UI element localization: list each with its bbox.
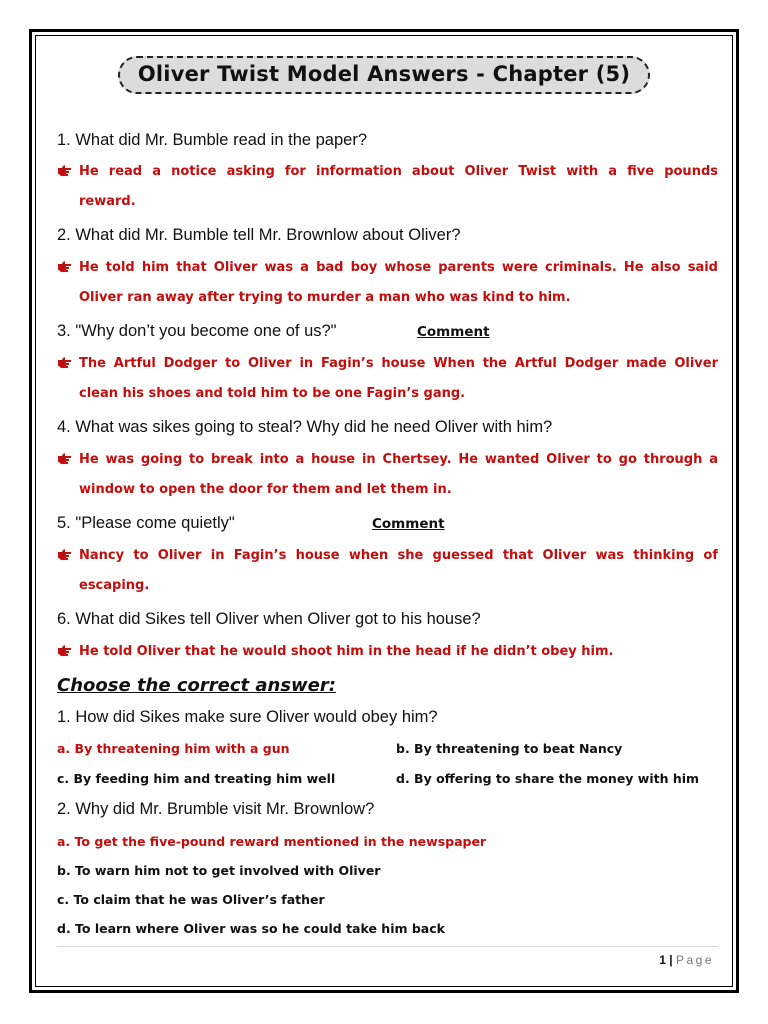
question-6: 6. What did Sikes tell Oliver when Oliver got to his house? (57, 610, 481, 628)
mcq-1-option-b: b. By threatening to beat Nancy (396, 741, 623, 756)
question-2: 2. What did Mr. Bumble tell Mr. Brownlow about Oliver? (57, 226, 461, 244)
page-title: Oliver Twist Model Answers - Chapter (5) (137, 62, 631, 86)
page-footer (659, 953, 714, 967)
page-label: Page (675, 953, 714, 967)
answer-3-line-1: The Artful Dodger to Oliver in Fagin’s house When the Artful Dodger made Oliver (79, 356, 718, 371)
answer-4 (57, 445, 718, 505)
answer-2-line-1: He told him that Oliver was a bad boy whose parents were criminals. He also said (79, 260, 718, 275)
title-banner (0, 56, 768, 94)
comment-label-5: Comment (372, 516, 445, 532)
footer-divider (57, 946, 718, 947)
title-box (118, 56, 650, 94)
answer-5-line-1: Nancy to Oliver in Fagin’s house when she guessed that Oliver was thinking of (79, 548, 718, 563)
answer-2 (57, 253, 718, 313)
answer-5 (57, 541, 718, 601)
question-3: 3. "Why don’t you become one of us?" (57, 322, 337, 340)
mcq-question-2: 2. Why did Mr. Brumble visit Mr. Brownlow? (57, 800, 375, 818)
question-5: 5. "Please come quietly" (57, 514, 235, 532)
mcq-2-option-c: c. To claim that he was Oliver’s father (57, 892, 325, 907)
mcq-1-option-d: d. By offering to share the money with him (396, 771, 700, 786)
answer-5-line-2: escaping. (79, 578, 150, 593)
answer-1-line-1: He read a notice asking for information about Oliver Twist with a five pounds (79, 164, 718, 179)
answer-6 (57, 637, 718, 667)
mcq-section-title: Choose the correct answer: (57, 675, 336, 696)
answer-4-line-2: window to open the door for them and let them in. (79, 482, 452, 497)
question-1: 1. What did Mr. Bumble read in the paper? (57, 131, 368, 149)
comment-label-3: Comment (417, 324, 490, 340)
answer-4-line-1: He was going to break into a house in Chertsey. He wanted Oliver to go through a (79, 452, 718, 467)
hand-pointer-icon (57, 637, 79, 667)
mcq-1-option-c: c. By feeding him and treating him well (57, 771, 336, 786)
answer-6-line-1: He told Oliver that he would shoot him in the head if he didn’t obey him. (79, 644, 614, 659)
answer-2-line-2: Oliver ran away after trying to murder a man who was kind to him. (79, 290, 571, 305)
answer-1-line-2: reward. (79, 194, 136, 209)
hand-pointer-icon (57, 157, 79, 187)
mcq-2-option-d: d. To learn where Oliver was so he could take him back (57, 921, 445, 936)
mcq-1-option-a: a. By threatening him with a gun (57, 741, 290, 756)
answer-1 (57, 157, 718, 217)
hand-pointer-icon (57, 253, 79, 283)
mcq-2-option-b: b. To warn him not to get involved with Oliver (57, 863, 381, 878)
hand-pointer-icon (57, 445, 79, 475)
hand-pointer-icon (57, 541, 79, 571)
footer-separator: | (669, 953, 673, 967)
mcq-question-1: 1. How did Sikes make sure Oliver would obey him? (57, 708, 438, 726)
mcq-2-option-a: a. To get the five-pound reward mentioned in the newspaper (57, 834, 487, 849)
hand-pointer-icon (57, 349, 79, 379)
page-number: 1 (659, 953, 666, 967)
answer-3-line-2: clean his shoes and told him to be one Fagin’s gang. (79, 386, 466, 401)
answer-3 (57, 349, 718, 409)
question-4: 4. What was sikes going to steal? Why did he need Oliver with him? (57, 418, 553, 436)
